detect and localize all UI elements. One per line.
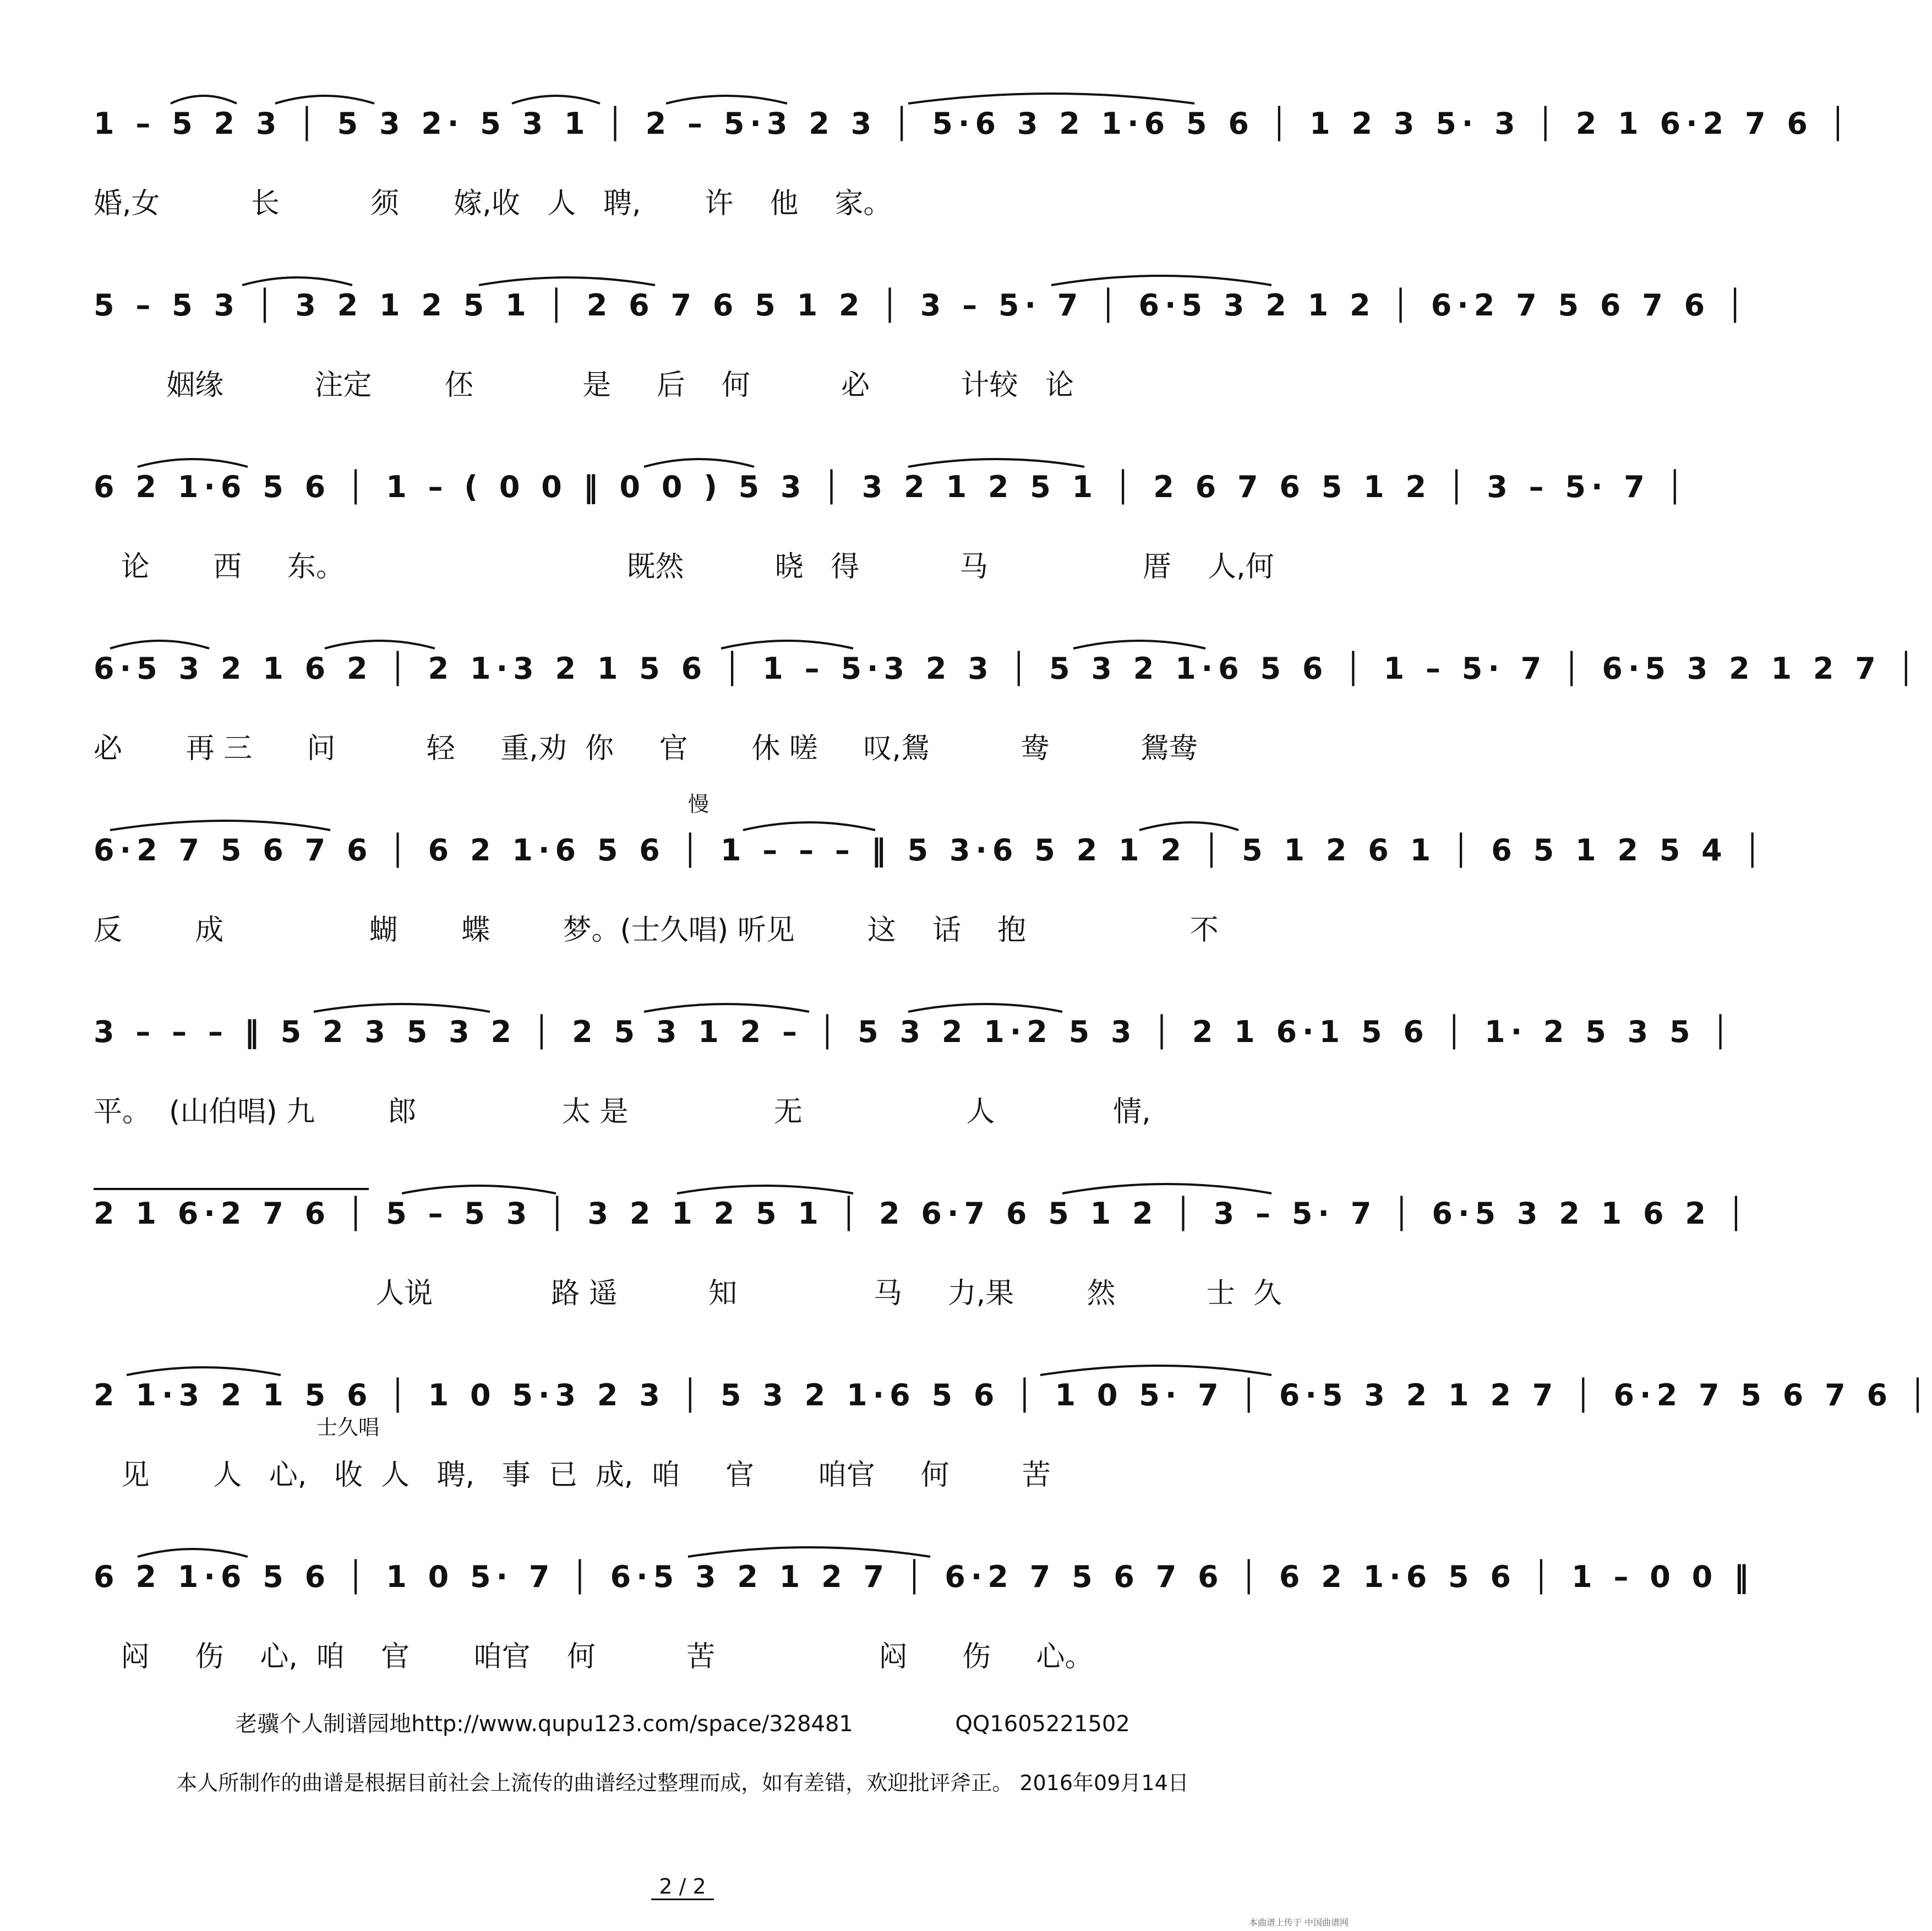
- credit-site[interactable]: 老骥个人制谱园地http://www.qupu123.com/space/328481: [235, 1711, 853, 1737]
- notation-line: 1 – 5 2 3 │ 5 3 2· 5 3 1 │ 2 – 5·3 2 3 │ 5·6 3 2 1·6 5 6 │ 1 2 3 5· 3 │ 2 1 6·2 7 6 │: [94, 106, 1853, 141]
- page-number-text: 2 / 2: [651, 1874, 713, 1900]
- watermark: 本曲谱上传于 中国曲谱网: [1248, 1917, 1349, 1928]
- notation-line: 6·2 7 5 6 7 6 │ 6 2 1·6 5 6 │ 1 – – – ‖ 5 3·6 5 2 1 2 │ 5 1 2 6 1 │ 6 5 1 2 5 4 │: [94, 833, 1767, 868]
- notation-line: 2 1·3 2 1 5 6 │ 1 0 5·3 2 3 │ 5 3 2 1·6 5 6 │ 1 0 5· 7 │ 6·5 3 2 1 2 7 │ 6·2 7 5 6 7 6 │: [94, 1378, 1932, 1412]
- notation-line: 6 2 1·6 5 6 │ 1 – ( 0 0 ‖ 0 0 ) 5 3 │ 3 2 1 2 5 1 │ 2 6 7 6 5 1 2 │ 3 – 5· 7 │: [94, 470, 1690, 504]
- lyric-line: 人说 路 遥 知 马 力,果 然 士 久: [94, 1277, 1282, 1310]
- lyric-line: 闷 伤 心, 咱 官 咱官 何 苦 闷 伤 心。: [94, 1640, 1094, 1673]
- lyric-line: 见 人 心, 收 人 聘, 事 已 成, 咱 官 咱官 何 苦: [94, 1459, 1051, 1492]
- notation-line: 2 1 6·2 7 6 │ 5 – 5 3 │ 3 2 1 2 5 1 │ 2 6·7 6 5 1 2 │ 3 – 5· 7 │ 6·5 3 2 1 6 2 │: [94, 1196, 1751, 1231]
- page-number: [0, 1874, 1365, 1900]
- notation-line: 5 – 5 3 │ 3 2 1 2 5 1 │ 2 6 7 6 5 1 2 │ 3 – 5· 7 │ 6·5 3 2 1 2 │ 6·2 7 5 6 7 6 │: [94, 288, 1750, 323]
- lyric-line: 平。 (山伯唱) 九 郎 太 是 无 人 情,: [94, 1095, 1151, 1128]
- lyric-line: 必 再 三 问 轻 重,劝 你 官 休 嗟 叹,鴛 鸯 鴛鸯: [94, 732, 1198, 765]
- lyric-line: 姻缘 注定 伾 是 后 何 必 计较 论: [94, 369, 1074, 402]
- notation-line: 6 2 1·6 5 6 │ 1 0 5· 7 │ 6·5 3 2 1 2 7 │ 6·2 7 5 6 7 6 │ 6 2 1·6 5 6 │ 1 – 0 0 ‖: [94, 1559, 1755, 1594]
- notation-line: 6·5 3 2 1 6 2 │ 2 1·3 2 1 5 6 │ 1 – 5·3 2 3 │ 5 3 2 1·6 5 6 │ 1 – 5· 7 │ 6·5 3 2 1 2 7 │: [94, 651, 1921, 686]
- credit-qq: QQ1605221502: [955, 1711, 1130, 1737]
- notation-line: 3 – – – ‖ 5 2 3 5 3 2 │ 2 5 3 1 2 – │ 5 3 2 1·2 5 3 │ 2 1 6·1 5 6 │ 1· 2 5 3 5 │: [94, 1014, 1735, 1049]
- singer-mark: 士久唱: [316, 1415, 380, 1439]
- lyric-line: 婚,女 长 须 嫁,收 人 聘, 许 他 家。: [94, 187, 892, 220]
- disclaimer: 本人所制作的曲谱是根据目前社会上流传的曲谱经过整理而成，如有差错，欢迎批评斧正。 2016年09月14日: [176, 1771, 1189, 1795]
- credit-line: [0, 1706, 1365, 1738]
- tempo-mark: 慢: [688, 792, 710, 816]
- lyric-line: 反 成 蝴 蝶 梦。(士久唱) 听见 这 话 抱 不: [94, 914, 1219, 947]
- lyric-line: 论 西 东。 既然 晓 得 马 厝 人,何: [94, 550, 1274, 583]
